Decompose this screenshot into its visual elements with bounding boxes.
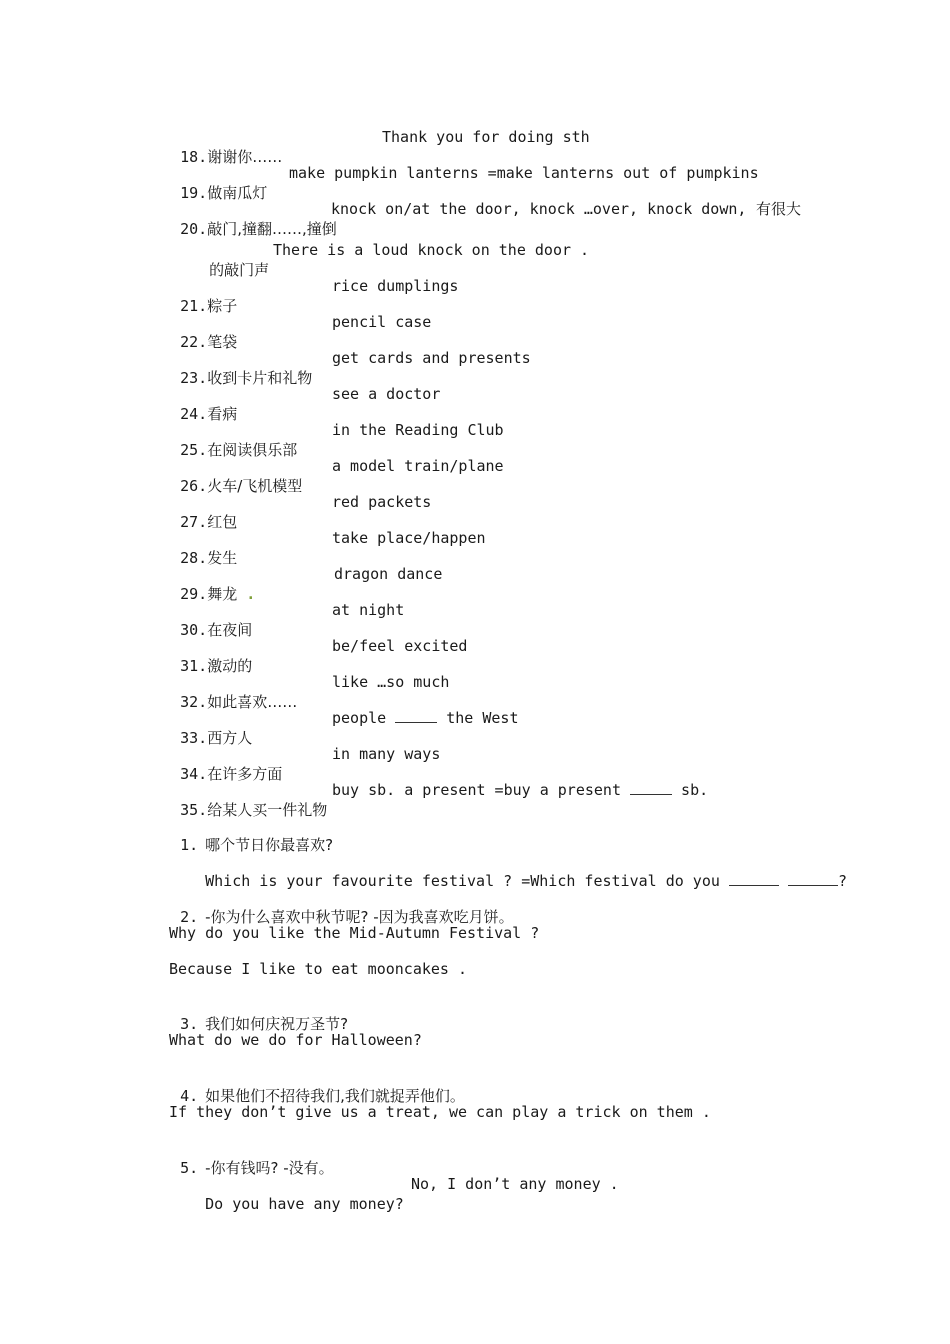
- english-sentence-end: ?: [837, 872, 847, 890]
- english-phrase: red packets: [332, 493, 432, 511]
- item-number: 26.: [180, 477, 208, 495]
- chinese-phrase: 收到卡片和礼物: [207, 369, 313, 387]
- sentence-number: 5.: [180, 1159, 199, 1177]
- english-phrase-end: the West: [446, 709, 519, 727]
- answer-blank[interactable]: [788, 871, 838, 886]
- english-phrase: rice dumplings: [332, 277, 459, 295]
- chinese-phrase: 的敲门声: [209, 261, 270, 279]
- english-phrase: knock on/at the door, knock …over, knock down,: [331, 200, 747, 218]
- item-number: 18.: [180, 148, 208, 166]
- item-number: 22.: [180, 333, 208, 351]
- english-phrase: in many ways: [332, 745, 441, 763]
- english-phrase-start: buy sb. a present =buy a present: [332, 781, 621, 799]
- chinese-phrase: 笔袋: [207, 333, 238, 351]
- english-phrase: at night: [332, 601, 405, 619]
- item-number: 34.: [180, 765, 208, 783]
- sentence-number: 4.: [180, 1087, 199, 1105]
- item-number: 27.: [180, 513, 208, 531]
- sentence-number: 3.: [180, 1015, 199, 1033]
- english-phrase: be/feel excited: [332, 637, 468, 655]
- english-phrase: see a doctor: [332, 385, 441, 403]
- english-phrase-start: people: [332, 709, 387, 727]
- english-phrase: take place/happen: [332, 529, 486, 547]
- chinese-phrase-continued: 有很大: [756, 200, 802, 218]
- decorative-dot: .: [237, 585, 256, 603]
- item-number: 30.: [180, 621, 208, 639]
- chinese-sentence: 哪个节日你最喜欢?: [205, 836, 334, 854]
- english-phrase: a model train/plane: [332, 457, 504, 475]
- english-answer: No, I don’t any money .: [411, 1175, 619, 1193]
- english-dialogue: [169, 1174, 619, 1254]
- english-phrase: get cards and presents: [332, 349, 531, 367]
- item-number: 32.: [180, 693, 208, 711]
- item-number: 28.: [180, 549, 208, 567]
- sentence-number: 2.: [180, 908, 199, 926]
- item-number: 23.: [180, 369, 208, 387]
- chinese-phrase: 粽子: [207, 297, 238, 315]
- answer-blank[interactable]: [630, 780, 672, 795]
- english-phrase: make pumpkin lanterns =make lanterns out of pumpkins: [289, 164, 759, 182]
- answer-blank[interactable]: [395, 708, 437, 723]
- chinese-phrase: 谢谢你……: [207, 148, 283, 166]
- english-sentence: If they don’t give us a treat, we can play a trick on them .: [169, 1103, 711, 1121]
- chinese-phrase: 给某人买一件礼物: [207, 801, 328, 819]
- item-number: 31.: [180, 657, 208, 675]
- chinese-sentence: -你有钱吗? -没有。: [205, 1159, 334, 1177]
- chinese-phrase: 火车/飞机模型: [207, 477, 303, 495]
- english-phrase: dragon dance: [334, 565, 443, 583]
- chinese-phrase: 看病: [207, 405, 238, 423]
- english-phrase: Thank you for doing sth: [382, 128, 590, 146]
- english-phrase-with-blank: [332, 708, 519, 728]
- english-question: Do you have any money?: [205, 1195, 404, 1213]
- chinese-sentence: 我们如何庆祝万圣节?: [205, 1015, 349, 1033]
- english-phrase-end: sb.: [681, 781, 709, 799]
- english-phrase-with-blank: [332, 780, 708, 800]
- english-phrase: pencil case: [332, 313, 432, 331]
- english-phrase: in the Reading Club: [332, 421, 504, 439]
- item-number: 24.: [180, 405, 208, 423]
- chinese-phrase: 激动的: [207, 657, 253, 675]
- item-number: 19.: [180, 184, 208, 202]
- english-sentence: Because I like to eat mooncakes .: [169, 960, 468, 978]
- chinese-phrase: 在许多方面: [207, 765, 283, 783]
- chinese-phrase: 在阅读俱乐部: [207, 441, 298, 459]
- chinese-phrase: 红包: [207, 513, 238, 531]
- item-number: 20.: [180, 220, 208, 238]
- english-sentence-start: Which is your favourite festival ? =Which festival do you: [205, 872, 720, 890]
- answer-blank[interactable]: [729, 871, 779, 886]
- chinese-sentence: -你为什么喜欢中秋节呢? -因为我喜欢吃月饼。: [205, 908, 514, 926]
- english-sentence: Why do you like the Mid-Autumn Festival ?: [169, 924, 540, 942]
- english-sentence: There is a loud knock on the door .: [273, 241, 590, 259]
- item-number: 29.: [180, 585, 208, 603]
- chinese-phrase: 做南瓜灯: [207, 184, 268, 202]
- item-number: 25.: [180, 441, 208, 459]
- item-number: 21.: [180, 297, 208, 315]
- item-number: 33.: [180, 729, 208, 747]
- chinese-phrase: 舞龙: [207, 585, 238, 603]
- chinese-phrase: 在夜间: [207, 621, 253, 639]
- chinese-phrase: 发生: [207, 549, 238, 567]
- english-phrase: like …so much: [332, 673, 450, 691]
- sentence-number: 1.: [180, 836, 199, 854]
- chinese-sentence: 如果他们不招待我们,我们就捉弄他们。: [205, 1087, 465, 1105]
- chinese-phrase: 敲门,撞翻……,撞倒: [207, 220, 337, 238]
- chinese-phrase: 如此喜欢……: [207, 693, 298, 711]
- item-number: 35.: [180, 801, 208, 819]
- chinese-phrase: 西方人: [207, 729, 253, 747]
- english-sentence: What do we do for Halloween?: [169, 1031, 422, 1049]
